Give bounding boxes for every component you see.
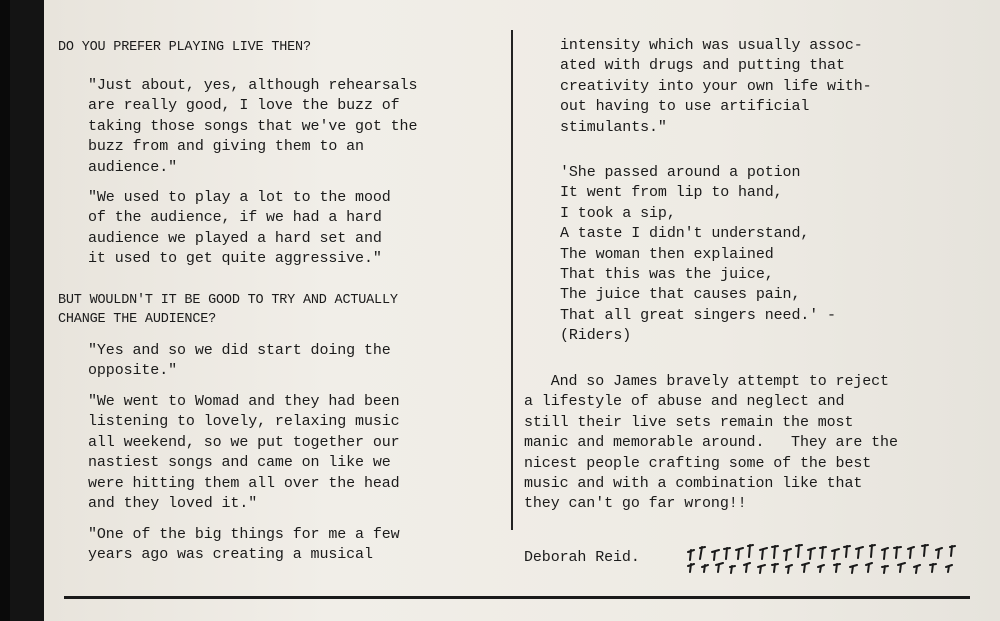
author-byline: Deborah Reid. — [524, 549, 640, 566]
interview-answer-3: "Yes and so we did start doing the opposite." — [88, 342, 391, 380]
interview-answer-1: "Just about, yes, although rehearsals are really good, I love the buzz of taking those songs that we've got the buzz from and giving them to an audience." — [88, 77, 418, 176]
song-lyrics-quote: 'She passed around a potion It went from lip to hand, I took a sip, A taste I didn't understand, The woman then explained That this was the juice, The juice that causes pain, That all great singers need.' - (Riders) — [560, 164, 836, 345]
interview-answer-4: "We went to Womad and they had been listening to lovely, relaxing music all weekend, so we put together our nastiest songs and came on like we were hitting them all over the head and they loved it." — [88, 393, 400, 513]
interview-answer-5-continued: intensity which was usually assoc- ated with drugs and putting that creativity into your own life with- out having to use artificial stimulants." — [560, 37, 872, 136]
interview-answer-5: "One of the big things for me a few years ago was creating a musical — [88, 526, 400, 564]
closing-paragraph: And so James bravely attempt to reject a lifestyle of abuse and neglect and still their live sets remain the most manic and memorable around. They are the nicest people crafting some of the best music and with a combination like that they can't go far wrong!! — [524, 373, 898, 513]
column-divider — [511, 30, 513, 530]
decorative-scribble-icon — [684, 540, 964, 576]
page-binding-edge — [0, 0, 44, 621]
interview-question-2: BUT WOULDN'T IT BE GOOD TO TRY AND ACTUALLY CHANGE THE AUDIENCE? — [58, 293, 398, 327]
bottom-rule — [64, 596, 970, 599]
interview-answer-2: "We used to play a lot to the mood of the audience, if we had a hard audience we played a hard set and it used to get quite aggressive." — [88, 189, 391, 268]
interview-question-1: DO YOU PREFER PLAYING LIVE THEN? — [58, 40, 311, 55]
